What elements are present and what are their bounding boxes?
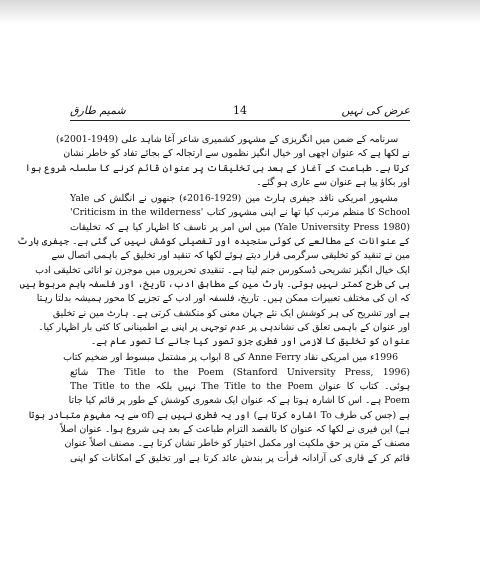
body-line: نے لکھا ہے کہ عنوان اچھی اور خیال انگیز نظموں سے ارتجالہ کے بجائے تفاد کو خاطر نشان (63, 148, 410, 160)
body-line: ہے) این فیری نے لکھا کہ عنوان کا بالقصد التزام طباعت کے بعد ہی شروع ہوا۔ عنوان اصلاً (60, 423, 410, 435)
header-author: شمیم طارق (70, 104, 126, 117)
body-line: ایک خیال انگیز تشریحی ڈسکورس جنم لیتا ہے۔ تنقیدی تحریروں میں موجزن تو انائی تخلیقی ادب (35, 264, 410, 276)
body-line: ہوئی۔ کتاب کا عنوان The Title to the Poem نہیں بلکہ The Title to the (70, 381, 411, 393)
body-line: کرتا ہے۔ طباعت کے آغاز کے بعد ہی تخلیقات پر عنوان قائم کرنے کا سلسلہ شروع ہوا (24, 162, 410, 174)
body-line: ہی کی طرح کمتر نہیں ہوتی۔ ہارٹ مین کے مطابق ادب، تاریخ، اور فلسفہ باہم مربوط ہیں (19, 278, 410, 290)
body-line: قائم کر کے قاری کی آزادانہ قرأت پر بندش عائد کرتا ہے اور تخلیق کے امکانات کو اپنی (70, 452, 410, 464)
viewer-top-shadow (0, 0, 480, 24)
body-line: مین نے تنقید کو تخلیقی سرگرمی قرار دیتے ہوئے لکھا کہ تنقید اور تخلیق کے باہمی اتصال سے (51, 250, 410, 262)
body-line: سرنامہ کے ضمن میں انگریزی کے مشہور کشمیری شاعر آغا شاہد علی (1949-2001ء) (56, 134, 398, 145)
body-line: ہے اور تشریح کی ہر کوشش ایک نئے جہان معنی کو منکشف کرتی ہے۔ ہارٹ مین نے تخلیق (52, 307, 410, 319)
body-line: (Stanford University Press, 1996) The Title to the Poem شائع (70, 366, 411, 378)
body-line: School کا منظم مرتب کیا تھا نے اپنی مشہور کتاب 'Criticism in the wilderness' (70, 207, 410, 219)
body-line: کے عنوانات کے مطالعے کی کوئی سنجیدہ اور تفصیلی کوشش نہیں کی گئی ہے۔ جیفری ہارٹ (17, 236, 410, 248)
body-line: اور عنوان کے باہمی تعلق کی نشاندہی پر عدم توجہی پر اپنی بے اطمینانی کا کئی بار اظہار کیا۔ (38, 321, 410, 333)
body-line: مشہور امریکی ناقد جیفری ہارٹ مین (1929-2016ء) جنھوں نے انگلش کی Yale (70, 193, 399, 205)
document-page (17, 96, 411, 566)
body-line: مصنف کے متن پر حق ملکیت اور مکمل اختیار کو خاطر نشان کرتا ہے۔ مصنف اصلاً عنوان (64, 438, 410, 450)
body-line: ہے (جس کی طرف To اشارہ کرتا ہے) اور یہ فطری نہیں ہے (of سے یہ مفہوم متبادر ہوتا (28, 409, 410, 421)
body-line: عنوان کو تخلیق کا لازمی اور فطری جزو تصور کیا جانے کا تصور عام ہے۔ (90, 336, 410, 348)
body-line: (Yale University Press 1980) میں اس امر پر تاسف کا اظہار کیا ہے کہ تخلیقات (70, 221, 410, 233)
page-number: 14 (233, 104, 247, 117)
page-body-text (17, 133, 411, 466)
page-header (70, 96, 410, 121)
body-line: Poem ہے۔ اس کا اشارہ ہوتا ہے کہ عنوان ایک شعوری کوشش کے طور پر قائم کیا جاتا (68, 395, 410, 407)
header-book-title: عرض کی نہیں (341, 104, 410, 117)
body-line: 1996ء میں امریکی نقاد Anne Ferry کی 8 ابواب پر مشتمل مبسوط اور ضخیم کتاب (63, 352, 398, 364)
body-line: کہ ان کی مختلف تعبیرات ممکن ہیں۔ تاریخ، فلسفہ اور ادب کے تجزیے کا محور ہمیشہ بدلتا رہتا (36, 293, 410, 305)
body-line: اور بکاؤ پیا ہے عنوان سے عاری ہو گئے۔ (256, 176, 410, 188)
